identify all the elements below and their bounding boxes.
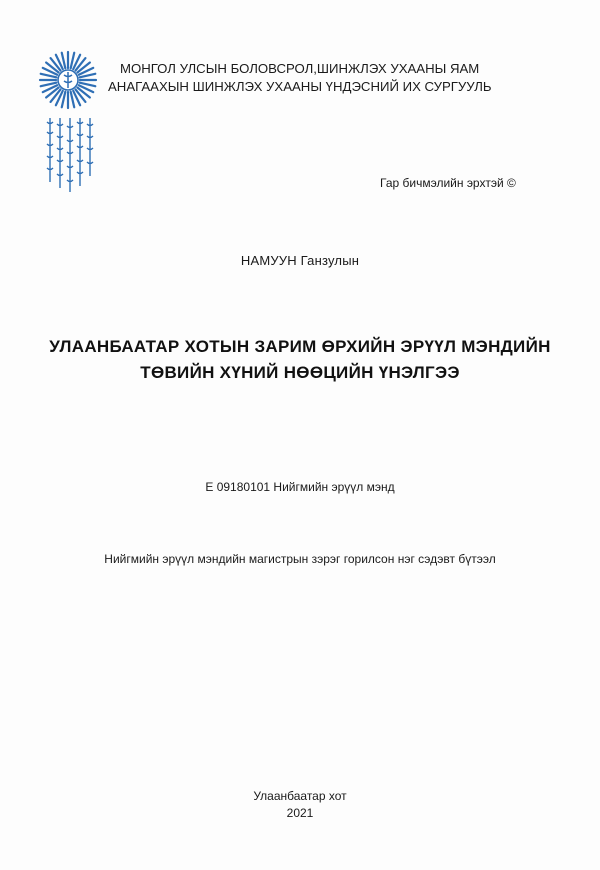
degree-statement: Нийгмийн эрүүл мэндийн магистрын зэрэг горилсон нэг сэдэвт бүтээл [104,552,496,566]
university-name: АНАГААХЫН ШИНЖЛЭХ УХААНЫ ҮНДЭСНИЙ ИХ СУРГУУЛЬ [108,79,492,94]
thesis-title-line-1: УЛААНБААТАР ХОТЫН ЗАРИМ ӨРХИЙН ЭРҮҮЛ МЭНДИЙН [49,337,551,356]
city: Улаанбаатар хот [253,789,347,803]
specialty-code: Е 09180101 Нийгмийн эрүүл мэнд [205,480,395,494]
copyright-notice: Гар бичмэлийн эрхтэй © [380,176,516,190]
university-emblem-icon [36,48,100,196]
ministry-name: МОНГОЛ УЛСЫН БОЛОВСРОЛ,ШИНЖЛЭХ УХААНЫ ЯАМ [120,61,480,76]
thesis-title [40,334,560,386]
organization-header [108,60,578,96]
place-and-year [0,788,600,822]
year: 2021 [286,806,314,820]
author-name: НАМУУН Ганзулын [240,253,360,268]
thesis-title-line-2: ТӨВИЙН ХҮНИЙ НӨӨЦИЙН ҮНЭЛГЭЭ [140,363,460,382]
